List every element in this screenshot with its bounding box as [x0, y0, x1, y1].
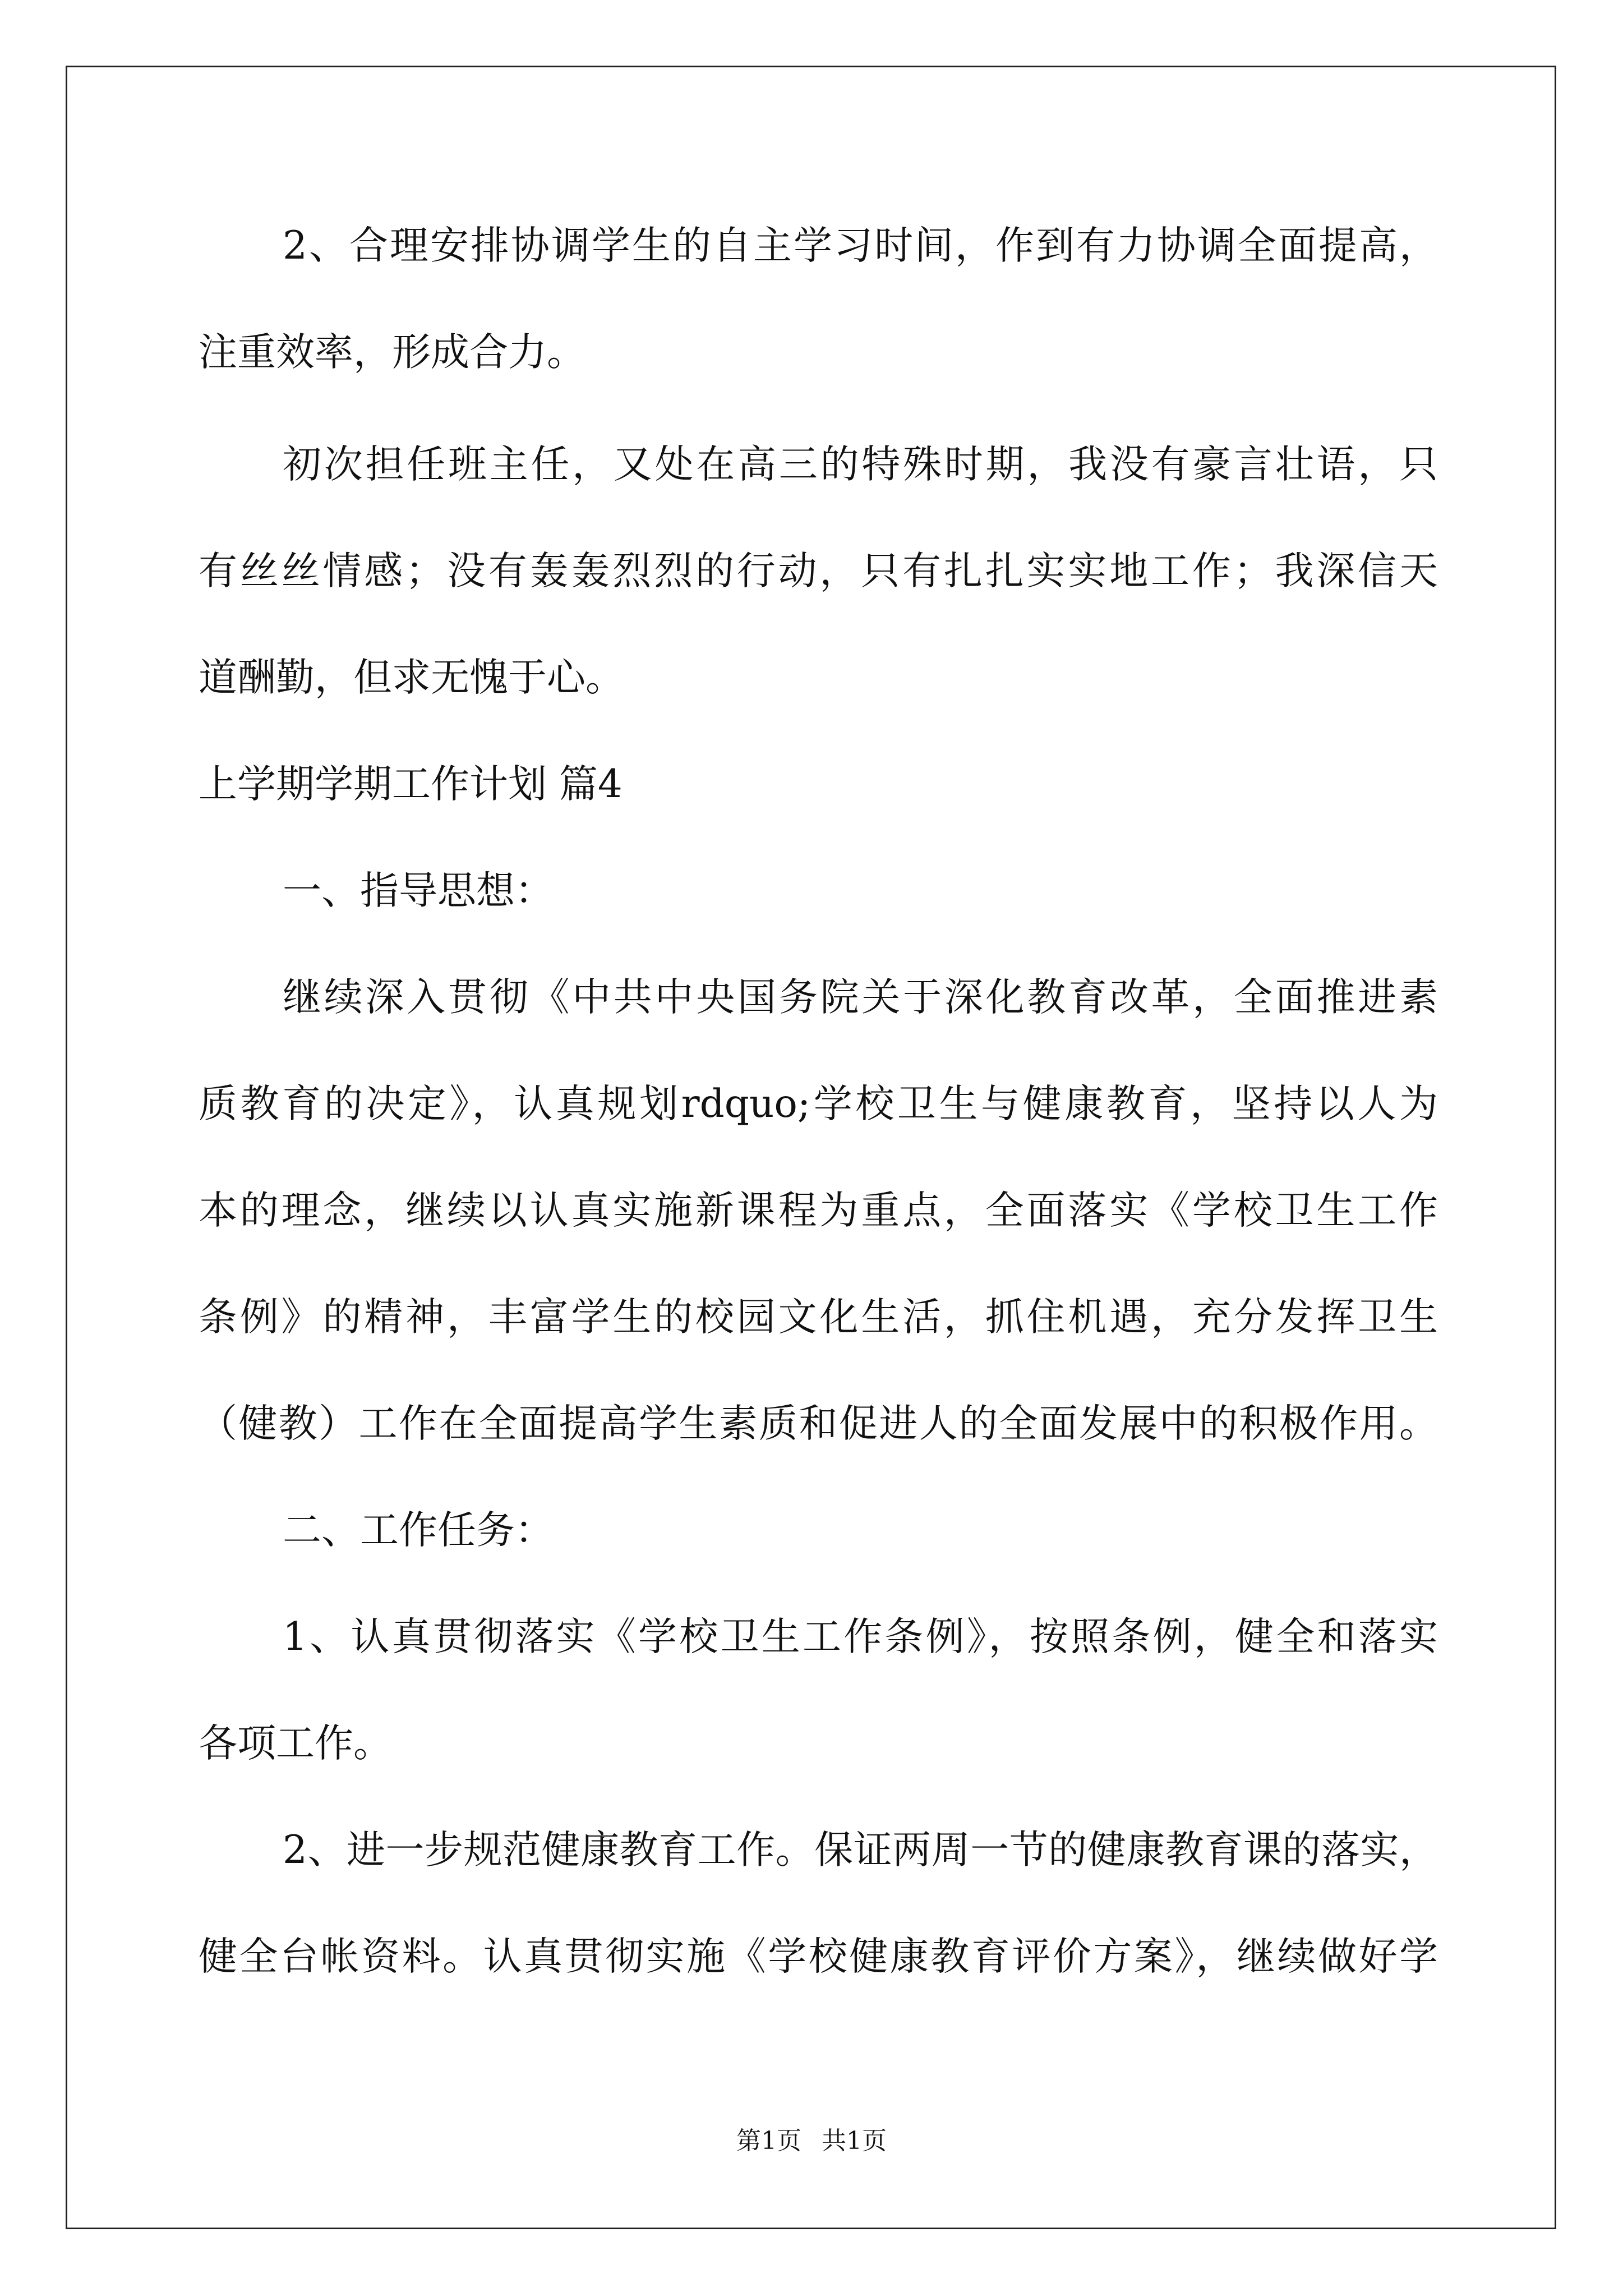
paragraph-line: 2、进一步规范健康教育工作。保证两周一节的健康教育课的落实， — [283, 1828, 1438, 1872]
paragraph-line: 继续深入贯彻《中共中央国务院关于深化教育改革，全面推进素 — [283, 975, 1438, 1020]
paragraph-line: 初次担任班主任，又处在高三的特殊时期，我没有豪言壮语，只 — [283, 442, 1438, 487]
paragraph-line: 本的理念，继续以认真实施新课程为重点，全面落实《学校卫生工作 — [199, 1188, 1438, 1233]
paragraph-line: 条例》的精神，丰富学生的校园文化生活，抓住机遇，充分发挥卫生 — [199, 1295, 1438, 1340]
paragraph-line: 有丝丝情感；没有轰轰烈烈的行动，只有扎扎实实地工作；我深信天 — [199, 549, 1438, 593]
paragraph-line: 各项工作。 — [199, 1721, 392, 1766]
paragraph-line: 质教育的决定》，认真规划rdquo;学校卫生与健康教育，坚持以人为 — [199, 1082, 1438, 1126]
page-footer — [0, 2124, 1623, 2158]
paragraph-line: 健全台帐资料。认真贯彻实施《学校健康教育评价方案》，继续做好学 — [199, 1934, 1438, 1979]
page-frame — [66, 66, 1556, 2229]
section-heading: 上学期学期工作计划 篇4 — [199, 762, 623, 807]
page-number: 第1页 — [736, 2127, 801, 2155]
paragraph-line: 2、合理安排协调学生的自主学习时间，作到有力协调全面提高， — [283, 223, 1438, 268]
subsection-heading: 一、指导思想： — [283, 868, 554, 913]
paragraph-line: （健教）工作在全面提高学生素质和促进人的全面发展中的积极作用。 — [199, 1401, 1438, 1446]
subsection-heading: 二、工作任务： — [283, 1508, 554, 1553]
paragraph-line: 注重效率，形成合力。 — [199, 330, 585, 375]
page-total: 共1页 — [822, 2127, 887, 2155]
paragraph-line: 1、认真贯彻落实《学校卫生工作条例》，按照条例，健全和落实 — [283, 1614, 1438, 1659]
paragraph-line: 道酬勤，但求无愧于心。 — [199, 655, 624, 700]
